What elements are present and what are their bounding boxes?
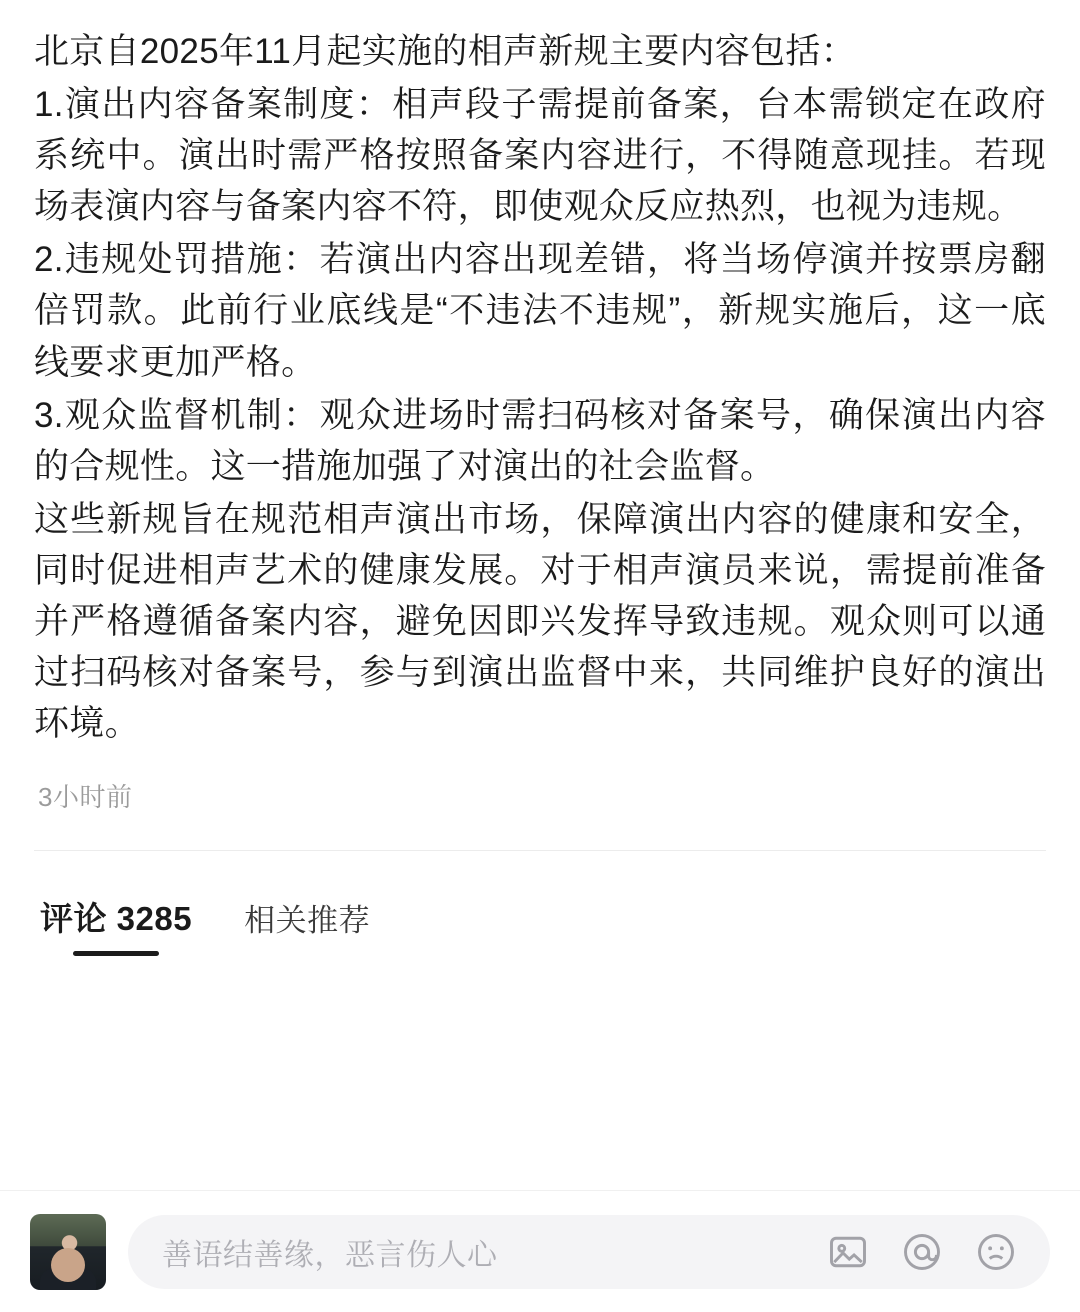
article-paragraph-1: 北京自2025年11月起实施的相声新规主要内容包括：	[34, 32, 856, 71]
tab-related[interactable]	[244, 895, 370, 956]
comment-actions	[826, 1230, 1024, 1274]
article-paragraph-5: 这些新规旨在规范相声演出市场，保障演出内容的健康和安全，同时促进相声艺术的健康发展。对于相声演员来说，需提前准备并严格遵循备案内容，避免因即兴发挥导致违规。观众则可以通过扫码核对备案号，参与到演出监督中来，共同维护良好的演出环境。	[34, 499, 1046, 744]
comment-placeholder: 善语结善缘，恶言伤人心	[162, 1238, 498, 1272]
tab-comments[interactable]	[40, 893, 192, 956]
tab-related-label: 相关推荐	[244, 903, 371, 939]
article-paragraph-3: 2.违规处罚措施：若演出内容出现差错，将当场停演并按票房翻倍罚款。此前行业底线是“不违法不违规”，新规实施后，这一底线要求更加严格。	[34, 240, 1046, 382]
at-icon[interactable]	[900, 1230, 944, 1274]
article-timestamp: 3小时前	[38, 782, 133, 813]
comment-bar	[0, 1190, 1080, 1312]
comment-input[interactable]	[128, 1215, 1050, 1289]
image-icon[interactable]	[826, 1230, 870, 1274]
avatar[interactable]	[30, 1214, 106, 1290]
article-paragraph-2: 1.演出内容备案制度：相声段子需提前备案，台本需锁定在政府系统中。演出时需严格按照备案内容进行，不得随意现挂。若现场表演内容与备案内容不符，即使观众反应热烈，也视为违规。	[34, 85, 1046, 227]
tab-comments-label: 评论 3285	[40, 900, 193, 938]
tab-bar	[0, 851, 1080, 956]
emoji-icon[interactable]	[974, 1230, 1018, 1274]
article-paragraph-4: 3.观众监督机制：观众进场时需扫码核对备案号，确保演出内容的合规性。这一措施加强了对演出的社会监督。	[34, 395, 1046, 486]
